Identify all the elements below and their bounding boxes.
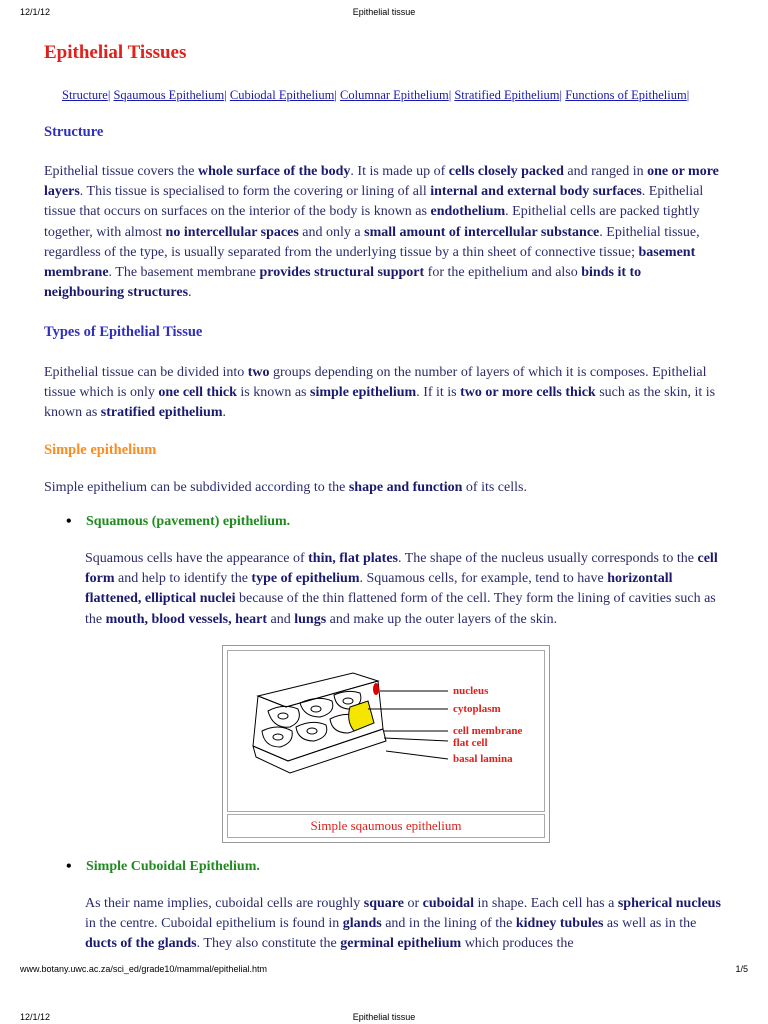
nav-link-columnar[interactable]: Columnar Epithelium <box>340 88 449 102</box>
paragraph-types: Epithelial tissue can be divided into two groups depending on the number of layers of which it is composes. Epithelial tissue which is only one cell thick is known as simple epithelium. If it is two or more cells thick such as the skin, it is known as stratified epithelium. <box>44 365 716 421</box>
paragraph-squamous: Squamous cells have the appearance of thin, flat plates. The shape of the nucleus usually corresponds to the cell form and help to identify the type of epithelium. Squamous cells, for example, tend to have horizontall flattened, elliptical nuclei because of the thin flattened form of the cell. They form the lining of cavities such as the mouth, blood vessels, heart and lungs and make up the outer layers of the skin. <box>85 551 718 627</box>
print-title: Epithelial tissue <box>352 7 416 17</box>
figure-caption: Simple sqaumous epithelium <box>227 814 545 838</box>
nav-link-structure[interactable]: Structure <box>62 88 108 102</box>
nav-link-stratified[interactable]: Stratified Epithelium <box>454 88 560 102</box>
paragraph-cuboidal: As their name implies, cuboidal cells are roughly square or cuboidal in shape. Each cell has a spherical nucleus in the centre. Cuboidal epithelium is found in glands and in the lining of the kidney tubules as well as in the ducts of the glands. They also constitute the germinal epithelium which produces the <box>85 896 721 952</box>
cytoplasm-highlight <box>349 701 374 731</box>
label-flat-cell: flat cell <box>453 737 488 749</box>
nav-link-cuboidal[interactable]: Cubiodal Epithelium <box>229 88 335 102</box>
print-url: www.botany.uwc.ac.za/sci_ed/grade10/mammal/epithelial.htm <box>20 964 267 974</box>
label-cell-membrane: cell membrane <box>453 725 523 737</box>
paragraph-simple: Simple epithelium can be subdivided according to the shape and function of its cells. <box>44 480 527 495</box>
label-basal-lamina: basal lamina <box>453 753 513 765</box>
nav-link-functions[interactable]: Functions of Epithelium <box>565 88 687 102</box>
label-nucleus: nucleus <box>453 685 489 697</box>
print-date: 12/1/12 <box>20 7 51 17</box>
section-nav: Structure| Sqaumous Epithelium| Cubiodal Epithelium| Columnar Epithelium| Stratified Epithelium| Functions of Epithelium| <box>62 88 690 102</box>
print-date-next: 12/1/12 <box>20 1012 51 1022</box>
bullet-cuboidal: • Simple Cuboidal Epithelium. <box>66 859 260 875</box>
figure-image-frame <box>227 650 545 812</box>
page-title: Epithelial Tissues <box>44 42 187 63</box>
heading-types: Types of Epithelial Tissue <box>44 324 203 340</box>
heading-simple-epithelium: Simple epithelium <box>44 442 157 458</box>
nav-link-squamous[interactable]: Sqaumous Epithelium <box>113 88 225 102</box>
print-page-number: 1/5 <box>735 964 748 974</box>
heading-structure: Structure <box>44 124 104 140</box>
print-title-next: Epithelial tissue <box>352 1012 416 1022</box>
paragraph-structure: Epithelial tissue covers the whole surface of the body. It is made up of cells closely packed and ranged in one or more layers. This tissue is specialised to form the covering or lining of all internal and external body surfaces. Epithelial tissue that occurs on surfaces on the interior of the body is known as endothelium. Epithelial cells are packed tightly together, with almost no intercellular spaces and only a small amount of intercellular substance. Epithelial tissue, regardless of the type, is usually separated from the underlying tissue by a thin sheet of connective tissue; basement membrane. The basement membrane provides structural support for the epithelium and also binds it to neighbouring structures. <box>44 164 719 301</box>
bullet-squamous: • Squamous (pavement) epithelium. <box>66 514 290 530</box>
nucleus-highlight <box>373 683 379 695</box>
figure-squamous <box>222 645 550 843</box>
label-cytoplasm: cytoplasm <box>453 703 501 715</box>
